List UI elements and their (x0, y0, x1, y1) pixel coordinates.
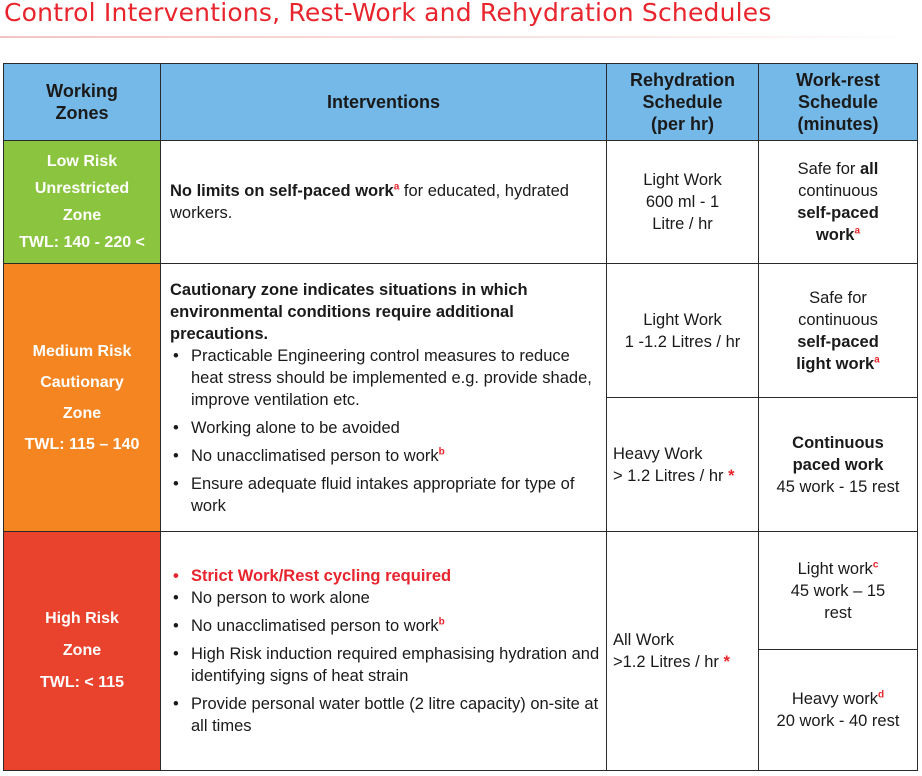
high-risk-list (170, 565, 600, 737)
list-item: • No person to work alone (170, 587, 600, 609)
low-risk-rehydration: Light Work 600 ml - 1 Litre / hr (607, 141, 759, 264)
high-risk-workrest-light: Light work$^c$ 45 work – 15 rest (759, 532, 918, 650)
medium-risk-rehydration-light: Light Work 1 -1.2 Litres / hr (607, 264, 759, 398)
low-risk-interventions: No limits on self-paced work$^a$ for educated, hydrated workers. (161, 141, 607, 264)
medium-risk-row (4, 264, 918, 398)
low-risk-row (4, 141, 918, 264)
high-risk-zone-cell: High Risk Zone TWL: < 115 (4, 532, 161, 771)
list-item: • Strict Work/Rest cycling required (170, 565, 600, 587)
low-risk-zone-cell: Low Risk Unrestricted Zone TWL: 140 - 220 < (4, 141, 161, 264)
high-risk-row (4, 532, 918, 650)
medium-risk-interventions (161, 264, 607, 532)
medium-risk-workrest-heavy: Continuous paced work 45 work - 15 rest (759, 398, 918, 532)
header-interventions: Interventions (161, 64, 607, 141)
page-title: Control Interventions, Rest-Work and Rehydration Schedules (4, 0, 772, 27)
header-rehydration: Rehydration Schedule (per hr) (607, 64, 759, 141)
header-row (4, 64, 918, 141)
list-item: • Practicable Engineering control measures to reduce heat stress should be implemented e.g. provide shade, improve ventilation etc. (170, 345, 600, 411)
medium-risk-zone-cell: Medium Risk Cautionary Zone TWL: 115 – 140 (4, 264, 161, 532)
medium-risk-rehydration-heavy: Heavy Work > 1.2 Litres / hr * (607, 398, 759, 532)
list-item: • Ensure adequate fluid intakes appropriate for type of work (170, 473, 600, 517)
high-risk-rehydration: All Work >1.2 Litres / hr * (607, 532, 759, 771)
list-item: • Provide personal water bottle (2 litre capacity) on-site at all times (170, 693, 600, 737)
medium-risk-list (170, 345, 600, 517)
header-working-zones: Working Zones (4, 64, 161, 141)
list-item: • High Risk induction required emphasising hydration and identifying signs of heat strain (170, 643, 600, 687)
list-item: • Working alone to be avoided (170, 417, 600, 439)
heat-stress-schedule-table (3, 63, 918, 771)
title-divider (0, 36, 922, 38)
low-risk-workrest: Safe for all continuous self-paced work$^a$ (759, 141, 918, 264)
list-item: • No unacclimatised person to work$^b$ (170, 445, 600, 467)
high-risk-workrest-heavy: Heavy work$^d$ 20 work - 40 rest (759, 650, 918, 771)
medium-risk-workrest-light: Safe for continuous self-paced light work$^a$ (759, 264, 918, 398)
medium-risk-lead: Cautionary zone indicates situations in which environmental conditions require additional precautions. (170, 280, 528, 343)
header-workrest: Work-rest Schedule (minutes) (759, 64, 918, 141)
list-item: • No unacclimatised person to work$^b$ (170, 615, 600, 637)
high-risk-interventions (161, 532, 607, 771)
